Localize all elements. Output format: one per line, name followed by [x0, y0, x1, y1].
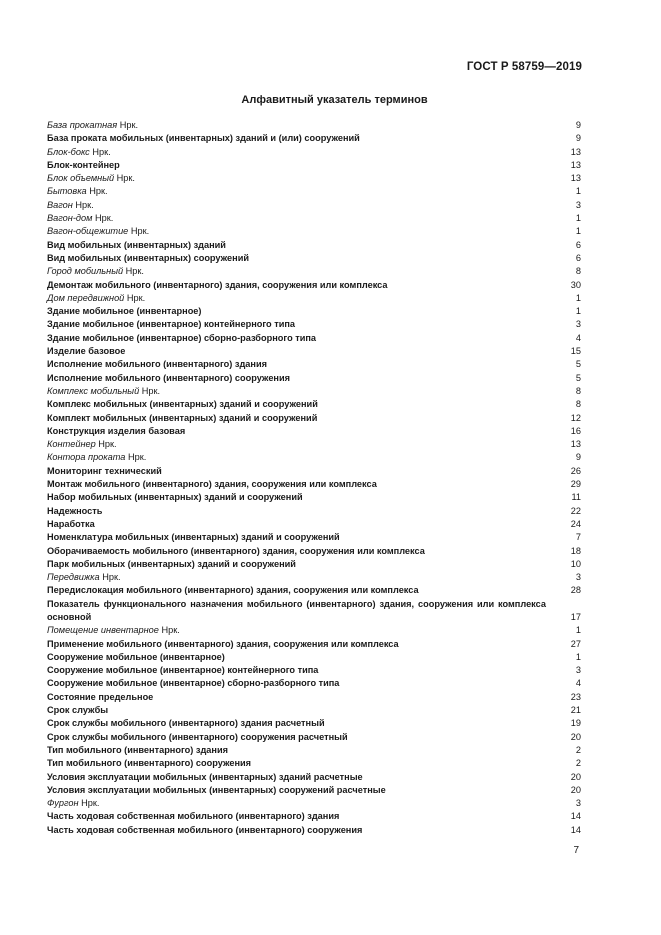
- index-entry-page: 3: [575, 798, 581, 809]
- index-entry-page: 1: [575, 306, 581, 317]
- index-entry-page: 1: [575, 292, 581, 303]
- index-entry: [47, 757, 584, 770]
- index-entry-term: [47, 279, 584, 292]
- term-text: Парк мобильных (инвентарных) зданий и сооружений: [47, 558, 296, 569]
- index-entry-term: [47, 518, 584, 531]
- index-entry-term: [47, 704, 584, 717]
- index-entry-page: 1: [575, 625, 581, 636]
- index-entry-term: [47, 412, 584, 425]
- index-entry-page: 3: [575, 665, 581, 676]
- index-entry-page: 27: [570, 638, 581, 649]
- index-entry-page: 7: [575, 532, 581, 543]
- index-entry-term: [47, 598, 584, 625]
- index-entry: [47, 372, 584, 385]
- term-text: Тип мобильного (инвентарного) сооружения: [47, 758, 251, 769]
- index-entry: [47, 545, 584, 558]
- index-entry: [47, 119, 584, 132]
- index-entry-term: [47, 358, 584, 371]
- index-entry: [47, 398, 584, 411]
- term-text: Набор мобильных (инвентарных) зданий и сооружений: [47, 492, 303, 503]
- index-entry: [47, 784, 584, 797]
- index-entry-term: [47, 318, 584, 331]
- index-entry: [47, 159, 584, 172]
- index-entry-page: 17: [570, 611, 581, 622]
- index-entry-page: 6: [575, 239, 581, 250]
- term-text: Дом передвижной: [47, 292, 125, 303]
- term-text: Монтаж мобильного (инвентарного) здания, сооружения или комплекса: [47, 479, 377, 490]
- term-mark: Нрк.: [95, 439, 117, 450]
- term-text: Комплекс мобильных (инвентарных) зданий и сооружений: [47, 399, 318, 410]
- index-entry-page: 8: [575, 385, 581, 396]
- index-entry-term: [47, 225, 584, 238]
- index-entry-page: 8: [575, 399, 581, 410]
- index-entry-page: 3: [575, 319, 581, 330]
- index-entry-term: [47, 372, 584, 385]
- index-entry-page: 3: [575, 572, 581, 583]
- index-entry-page: 13: [570, 439, 581, 450]
- index-entry: [47, 199, 584, 212]
- term-index-list: [47, 119, 584, 837]
- index-entry: [47, 305, 584, 318]
- index-entry: [47, 279, 584, 292]
- index-entry: [47, 638, 584, 651]
- term-text: Передвижка: [47, 572, 100, 583]
- index-entry-page: 14: [570, 811, 581, 822]
- index-entry-page: 16: [570, 425, 581, 436]
- index-entry-page: 10: [570, 558, 581, 569]
- term-text: База прокатная: [47, 120, 118, 130]
- term-mark: Нрк.: [124, 292, 146, 303]
- term-text: Исполнение мобильного (инвентарного) сооружения: [47, 372, 290, 383]
- term-text: Оборачиваемость мобильного (инвентарного) здания, сооружения или комплекса: [47, 545, 425, 556]
- term-text: База проката мобильных (инвентарных) зданий и (или) сооружений: [47, 133, 360, 144]
- term-mark: Нрк.: [72, 199, 94, 210]
- index-entry-page: 14: [570, 824, 581, 835]
- index-entry-term: [47, 252, 584, 265]
- term-text: Демонтаж мобильного (инвентарного) здания, сооружения или комплекса: [47, 279, 388, 290]
- index-entry: [47, 491, 584, 504]
- index-entry-page: 5: [575, 372, 581, 383]
- index-entry-term: [47, 677, 584, 690]
- term-text: Сооружение мобильное (инвентарное) сборно-разборного типа: [47, 678, 340, 689]
- index-entry-page: 20: [570, 784, 581, 795]
- term-text: Применение мобильного (инвентарного) здания, сооружения или комплекса: [47, 638, 399, 649]
- index-entry-term: [47, 385, 584, 398]
- index-entry-term: [47, 757, 584, 770]
- term-mark: Нрк.: [117, 120, 139, 130]
- term-text: Условия эксплуатации мобильных (инвентарных) зданий расчетные: [47, 771, 363, 782]
- index-entry-term: [47, 465, 584, 478]
- index-entry: [47, 239, 584, 252]
- index-entry: [47, 252, 584, 265]
- index-entry-page: 12: [570, 412, 581, 423]
- term-text: Тип мобильного (инвентарного) здания: [47, 744, 228, 755]
- term-mark: Нрк.: [86, 186, 108, 197]
- term-text: Надежность: [47, 505, 103, 516]
- index-entry-page: 23: [570, 691, 581, 702]
- index-entry-term: [47, 717, 584, 730]
- index-entry-term: [47, 185, 584, 198]
- index-entry-page: 9: [575, 133, 581, 144]
- index-entry: [47, 265, 584, 278]
- index-entry: [47, 292, 584, 305]
- index-entry: [47, 225, 584, 238]
- term-text: Часть ходовая собственная мобильного (инвентарного) сооружения: [47, 824, 363, 835]
- index-entry: [47, 132, 584, 145]
- term-text: Показатель функционального назначения мобильного (инвентарного) здания, сооружения или комплекса основной: [47, 598, 546, 622]
- standard-designation: ГОСТ Р 58759—2019: [466, 61, 582, 73]
- term-text: Здание мобильное (инвентарное) сборно-разборного типа: [47, 332, 317, 343]
- index-entry: [47, 717, 584, 730]
- index-entry: [47, 146, 584, 159]
- term-text: Фургон: [47, 798, 79, 809]
- term-text: Сооружение мобильное (инвентарное) контейнерного типа: [47, 665, 319, 676]
- term-text: Здание мобильное (инвентарное) контейнерного типа: [47, 319, 296, 330]
- index-entry: [47, 744, 584, 757]
- index-entry-page: 1: [575, 213, 581, 224]
- term-text: Конструкция изделия базовая: [47, 425, 186, 436]
- term-mark: Нрк.: [125, 452, 147, 463]
- index-entry-page: 24: [570, 518, 581, 529]
- index-entry-term: [47, 784, 584, 797]
- index-entry-term: [47, 199, 584, 212]
- index-entry-page: 1: [575, 186, 581, 197]
- index-entry-term: [47, 744, 584, 757]
- index-entry-term: [47, 638, 584, 651]
- term-text: Часть ходовая собственная мобильного (инвентарного) здания: [47, 811, 340, 822]
- index-entry: [47, 172, 584, 185]
- index-entry-term: [47, 451, 584, 464]
- index-entry: [47, 824, 584, 837]
- index-entry: [47, 385, 584, 398]
- index-entry-term: [47, 146, 584, 159]
- index-entry-page: 4: [575, 678, 581, 689]
- index-entry: [47, 505, 584, 518]
- term-mark: Нрк.: [114, 173, 135, 184]
- index-entry-page: 30: [570, 279, 581, 290]
- term-mark: Нрк.: [128, 226, 150, 237]
- index-entry-term: [47, 505, 584, 518]
- index-entry-page: 13: [570, 159, 581, 170]
- index-entry-page: 9: [575, 120, 581, 130]
- index-entry: [47, 810, 584, 823]
- term-text: Контейнер: [47, 439, 96, 450]
- index-entry-term: [47, 292, 584, 305]
- index-entry: [47, 797, 584, 810]
- index-entry: [47, 358, 584, 371]
- term-text: Сооружение мобильное (инвентарное): [47, 651, 225, 662]
- index-entry-page: 1: [575, 226, 581, 237]
- index-entry-page: 8: [575, 266, 581, 277]
- term-mark: Нрк.: [78, 798, 100, 809]
- index-entry-page: 22: [570, 505, 581, 516]
- index-entry: [47, 212, 584, 225]
- term-text: Срок службы мобильного (инвентарного) здания расчетный: [47, 718, 325, 729]
- term-text: Вид мобильных (инвентарных) зданий: [47, 239, 226, 250]
- index-entry-page: 2: [575, 744, 581, 755]
- index-entry-term: [47, 212, 584, 225]
- index-entry-term: [47, 664, 584, 677]
- term-text: Условия эксплуатации мобильных (инвентарных) сооружений расчетные: [47, 784, 386, 795]
- term-text: Изделие базовое: [47, 346, 126, 357]
- index-entry: [47, 451, 584, 464]
- index-entry-page: 18: [570, 545, 581, 556]
- term-text: Комплект мобильных (инвентарных) зданий и сооружений: [47, 412, 318, 423]
- index-entry-page: 29: [570, 479, 581, 490]
- index-entry-term: [47, 810, 584, 823]
- index-entry: [47, 771, 584, 784]
- index-entry-term: [47, 438, 584, 451]
- index-entry-term: [47, 478, 584, 491]
- index-entry: [47, 345, 584, 358]
- index-entry-term: [47, 332, 584, 345]
- index-entry-term: [47, 345, 584, 358]
- index-entry-page: 20: [570, 731, 581, 742]
- term-text: Передислокация мобильного (инвентарного) здания, сооружения или комплекса: [47, 585, 419, 596]
- term-text: Бытовка: [47, 186, 87, 197]
- term-text: Вагон: [47, 199, 73, 210]
- index-entry-term: [47, 571, 584, 584]
- page-number: 7: [573, 845, 579, 856]
- index-entry-page: 20: [570, 771, 581, 782]
- index-entry: [47, 624, 584, 637]
- index-title: Алфавитный указатель терминов: [241, 94, 428, 106]
- term-mark: Нрк.: [158, 625, 180, 636]
- term-text: Вид мобильных (инвентарных) сооружений: [47, 252, 249, 263]
- index-entry-page: 5: [575, 359, 581, 370]
- index-entry: [47, 571, 584, 584]
- term-text: Срок службы мобильного (инвентарного) сооружения расчетный: [47, 731, 348, 742]
- index-entry-term: [47, 491, 584, 504]
- index-entry-page: 13: [570, 173, 581, 184]
- term-text: Вагон-дом: [47, 213, 93, 224]
- index-entry-term: [47, 545, 584, 558]
- term-mark: Нрк.: [123, 266, 144, 277]
- index-entry-term: [47, 239, 584, 252]
- term-text: Блок объемный: [47, 173, 115, 184]
- index-entry-term: [47, 172, 584, 185]
- term-text: Блок-контейнер: [47, 159, 120, 170]
- term-mark: Нрк.: [139, 385, 161, 396]
- index-entry-page: 11: [571, 492, 581, 503]
- index-entry-page: 3: [575, 199, 581, 210]
- index-entry: [47, 412, 584, 425]
- term-text: Наработка: [47, 518, 95, 529]
- index-entry-term: [47, 771, 584, 784]
- index-entry: [47, 731, 584, 744]
- term-text: Здание мобильное (инвентарное): [47, 306, 202, 317]
- term-text: Комплекс мобильный: [47, 385, 140, 396]
- index-entry-term: [47, 159, 584, 172]
- index-entry-term: [47, 425, 584, 438]
- index-entry-page: 2: [575, 758, 581, 769]
- term-mark: Нрк.: [89, 146, 111, 157]
- index-entry-page: 1: [575, 651, 581, 662]
- term-text: Номенклатура мобильных (инвентарных) зданий и сооружений: [47, 532, 340, 543]
- index-entry-term: [47, 797, 584, 810]
- index-entry: [47, 651, 584, 664]
- term-text: Город мобильный: [47, 266, 124, 277]
- index-entry: [47, 531, 584, 544]
- index-entry-term: [47, 584, 584, 597]
- index-entry: [47, 598, 584, 625]
- term-text: Исполнение мобильного (инвентарного) здания: [47, 359, 267, 370]
- index-entry-term: [47, 691, 584, 704]
- index-entry: [47, 664, 584, 677]
- term-text: Состояние предельное: [47, 691, 154, 702]
- index-entry-page: 26: [570, 465, 581, 476]
- index-entry: [47, 704, 584, 717]
- index-entry-page: 15: [570, 346, 581, 357]
- index-entry: [47, 332, 584, 345]
- index-entry-term: [47, 824, 584, 837]
- index-entry-term: [47, 531, 584, 544]
- index-entry: [47, 691, 584, 704]
- index-entry-page: 6: [575, 252, 581, 263]
- index-entry: [47, 478, 584, 491]
- index-entry-term: [47, 651, 584, 664]
- index-entry: [47, 438, 584, 451]
- term-text: Блок-бокс: [47, 146, 90, 157]
- index-entry-term: [47, 398, 584, 411]
- index-entry: [47, 425, 584, 438]
- index-entry-page: 13: [570, 146, 581, 157]
- index-entry-term: [47, 731, 584, 744]
- index-entry-page: 9: [575, 452, 581, 463]
- index-entry-term: [47, 119, 584, 132]
- index-entry: [47, 558, 584, 571]
- index-entry-page: 4: [575, 332, 581, 343]
- index-entry: [47, 584, 584, 597]
- term-mark: Нрк.: [92, 213, 114, 224]
- index-entry-term: [47, 305, 584, 318]
- term-mark: Нрк.: [99, 572, 121, 583]
- index-entry-page: 19: [570, 718, 581, 729]
- term-text: Вагон-общежитие: [47, 226, 129, 237]
- term-text: Срок службы: [47, 705, 109, 716]
- index-entry-term: [47, 132, 584, 145]
- term-text: Контора проката: [47, 452, 126, 463]
- index-entry-term: [47, 265, 584, 278]
- index-entry: [47, 185, 584, 198]
- index-entry-page: 21: [570, 705, 581, 716]
- index-entry: [47, 318, 584, 331]
- index-entry: [47, 518, 584, 531]
- index-entry: [47, 465, 584, 478]
- term-text: Мониторинг технический: [47, 465, 162, 476]
- index-entry-term: [47, 624, 584, 637]
- index-entry: [47, 677, 584, 690]
- index-entry-page: 28: [570, 585, 581, 596]
- index-entry-term: [47, 558, 584, 571]
- term-text: Помещение инвентарное: [47, 625, 159, 636]
